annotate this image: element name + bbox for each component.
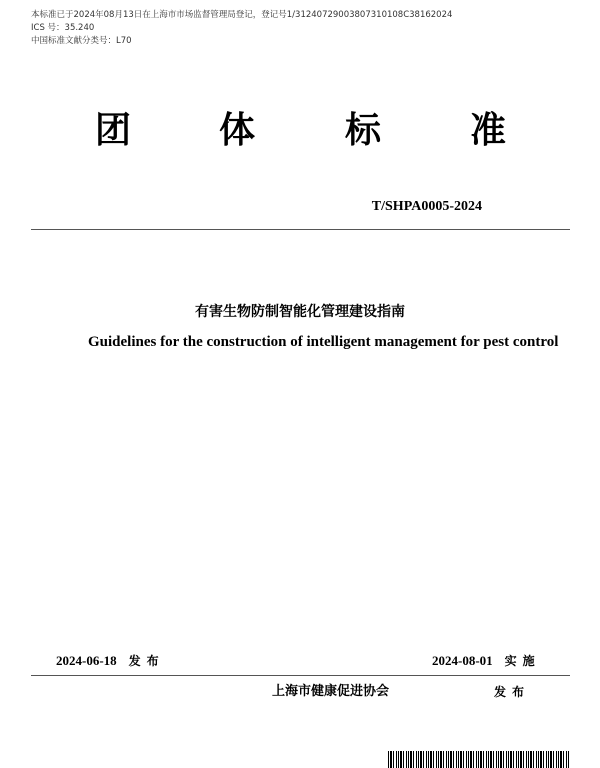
title-char: 团 [94,110,131,151]
implement-date-row [432,652,541,670]
barcode-image [388,751,570,768]
bottom-divider [31,675,570,676]
publisher-name: 上海市健康促进协会 [272,684,390,699]
publish-label: 发布 [128,654,165,668]
publish-date: 2024-06-18 [56,653,117,668]
standard-number: T/SHPA0005-2024 [371,199,482,214]
registration-line: 本标准已于2024年08月13日在上海市市场监督管理局登记，登记号1/31240729003807310108C38162024 [31,10,453,20]
document-title-cn: 有害生物防制智能化管理建设指南 [195,304,405,320]
document-title-en: Guidelines for the construction of intelligent management for pest control [88,334,559,350]
classification-number: 中国标准文献分类号：L70 [31,36,132,46]
registration-notice [31,9,452,48]
publish-date-row [56,652,165,670]
ics-number: ICS 号：35.240 [31,23,95,33]
title-char: 体 [218,110,255,151]
publisher-label: 发布 [494,685,531,699]
implement-date: 2024-08-01 [432,653,493,668]
title-char: 标 [344,110,381,151]
main-title [0,104,600,158]
top-divider [31,229,570,230]
implement-label: 实施 [504,654,541,668]
title-char: 准 [469,110,506,151]
